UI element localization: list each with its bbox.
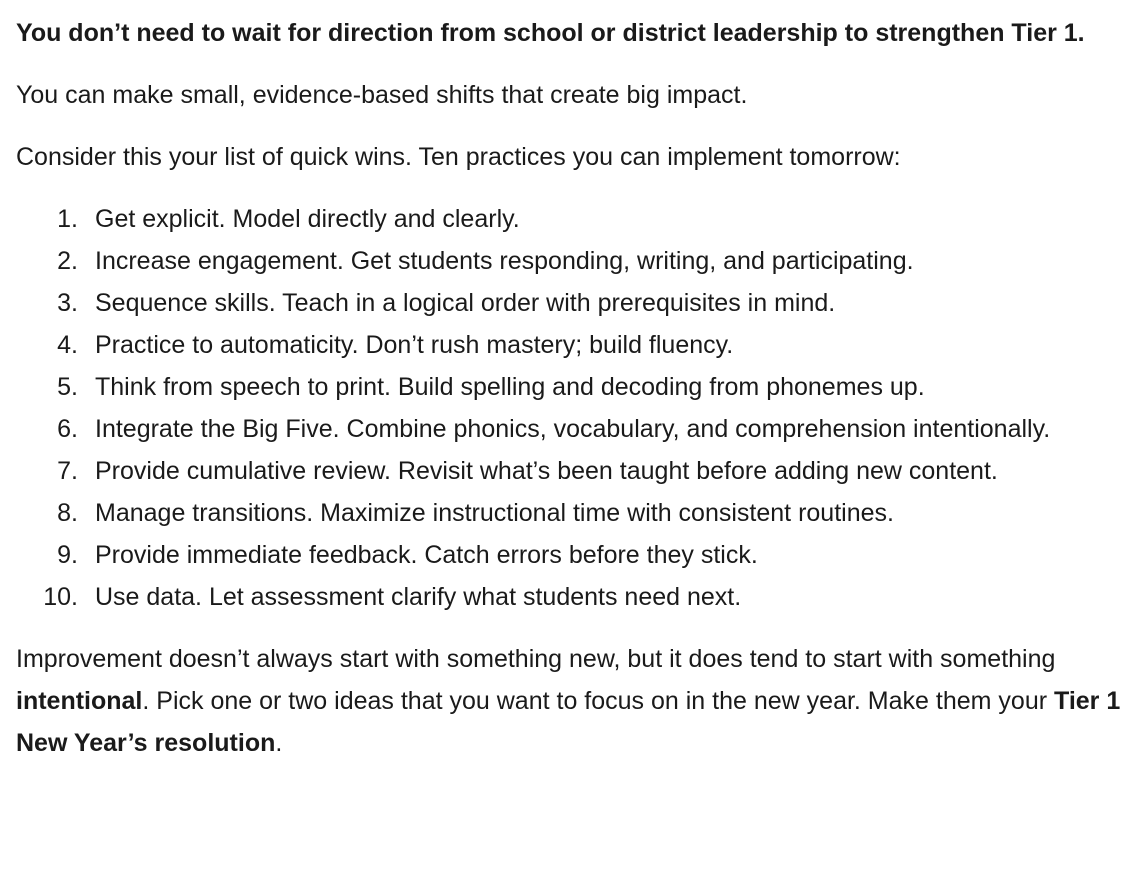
- list-item-number: 10.: [43, 583, 78, 611]
- closing-paragraph: [16, 638, 1127, 764]
- list-item-number: 7.: [57, 457, 78, 485]
- list-item: [16, 198, 1127, 240]
- list-item-number: 1.: [57, 205, 78, 233]
- list-item-number: 3.: [57, 289, 78, 317]
- list-item-text: Provide immediate feedback. Catch errors before they stick.: [95, 541, 758, 569]
- list-item-text: Practice to automaticity. Don’t rush mastery; build fluency.: [95, 331, 734, 359]
- list-item-number: 6.: [57, 415, 78, 443]
- list-item-text: Integrate the Big Five. Combine phonics, vocabulary, and comprehension intentionally.: [95, 415, 1051, 443]
- list-item: [16, 324, 1127, 366]
- list-item: [16, 492, 1127, 534]
- list-item-number: 2.: [57, 247, 78, 275]
- list-item: [16, 408, 1127, 450]
- practices-list: [16, 198, 1127, 618]
- list-item-text: Provide cumulative review. Revisit what’s been taught before adding new content.: [95, 457, 998, 485]
- list-item-text: Get explicit. Model directly and clearly.: [95, 205, 520, 233]
- list-item: [16, 366, 1127, 408]
- list-item: [16, 576, 1127, 618]
- list-item-text: Sequence skills. Teach in a logical order with prerequisites in mind.: [95, 289, 836, 317]
- list-intro-paragraph: Consider this your list of quick wins. Ten practices you can implement tomorrow:: [16, 143, 901, 171]
- closing-text: .: [275, 729, 283, 757]
- list-item: [16, 282, 1127, 324]
- list-item-number: 5.: [57, 373, 78, 401]
- list-item: [16, 450, 1127, 492]
- list-item-text: Increase engagement. Get students responding, writing, and participating.: [95, 247, 914, 275]
- list-item: [16, 534, 1127, 576]
- list-item-number: 8.: [57, 499, 78, 527]
- list-item-number: 4.: [57, 331, 78, 359]
- emphasis-intentional: intentional: [16, 687, 143, 715]
- list-item-text: Use data. Let assessment clarify what students need next.: [95, 583, 742, 611]
- list-item: [16, 240, 1127, 282]
- list-item-text: Manage transitions. Maximize instructional time with consistent routines.: [95, 499, 894, 527]
- lead-heading: You don’t need to wait for direction from school or district leadership to strengthen Tier 1.: [16, 19, 1085, 47]
- closing-text: Improvement doesn’t always start with something new, but it does tend to start with something: [16, 645, 1056, 673]
- closing-text: . Pick one or two ideas that you want to focus on in the new year. Make them your: [142, 687, 1054, 715]
- list-item-text: Think from speech to print. Build spelling and decoding from phonemes up.: [95, 373, 925, 401]
- list-item-number: 9.: [57, 541, 78, 569]
- emphasis-resolution: Tier 1 New Year’s resolution: [16, 687, 1121, 757]
- intro-paragraph: You can make small, evidence-based shifts that create big impact.: [16, 81, 748, 109]
